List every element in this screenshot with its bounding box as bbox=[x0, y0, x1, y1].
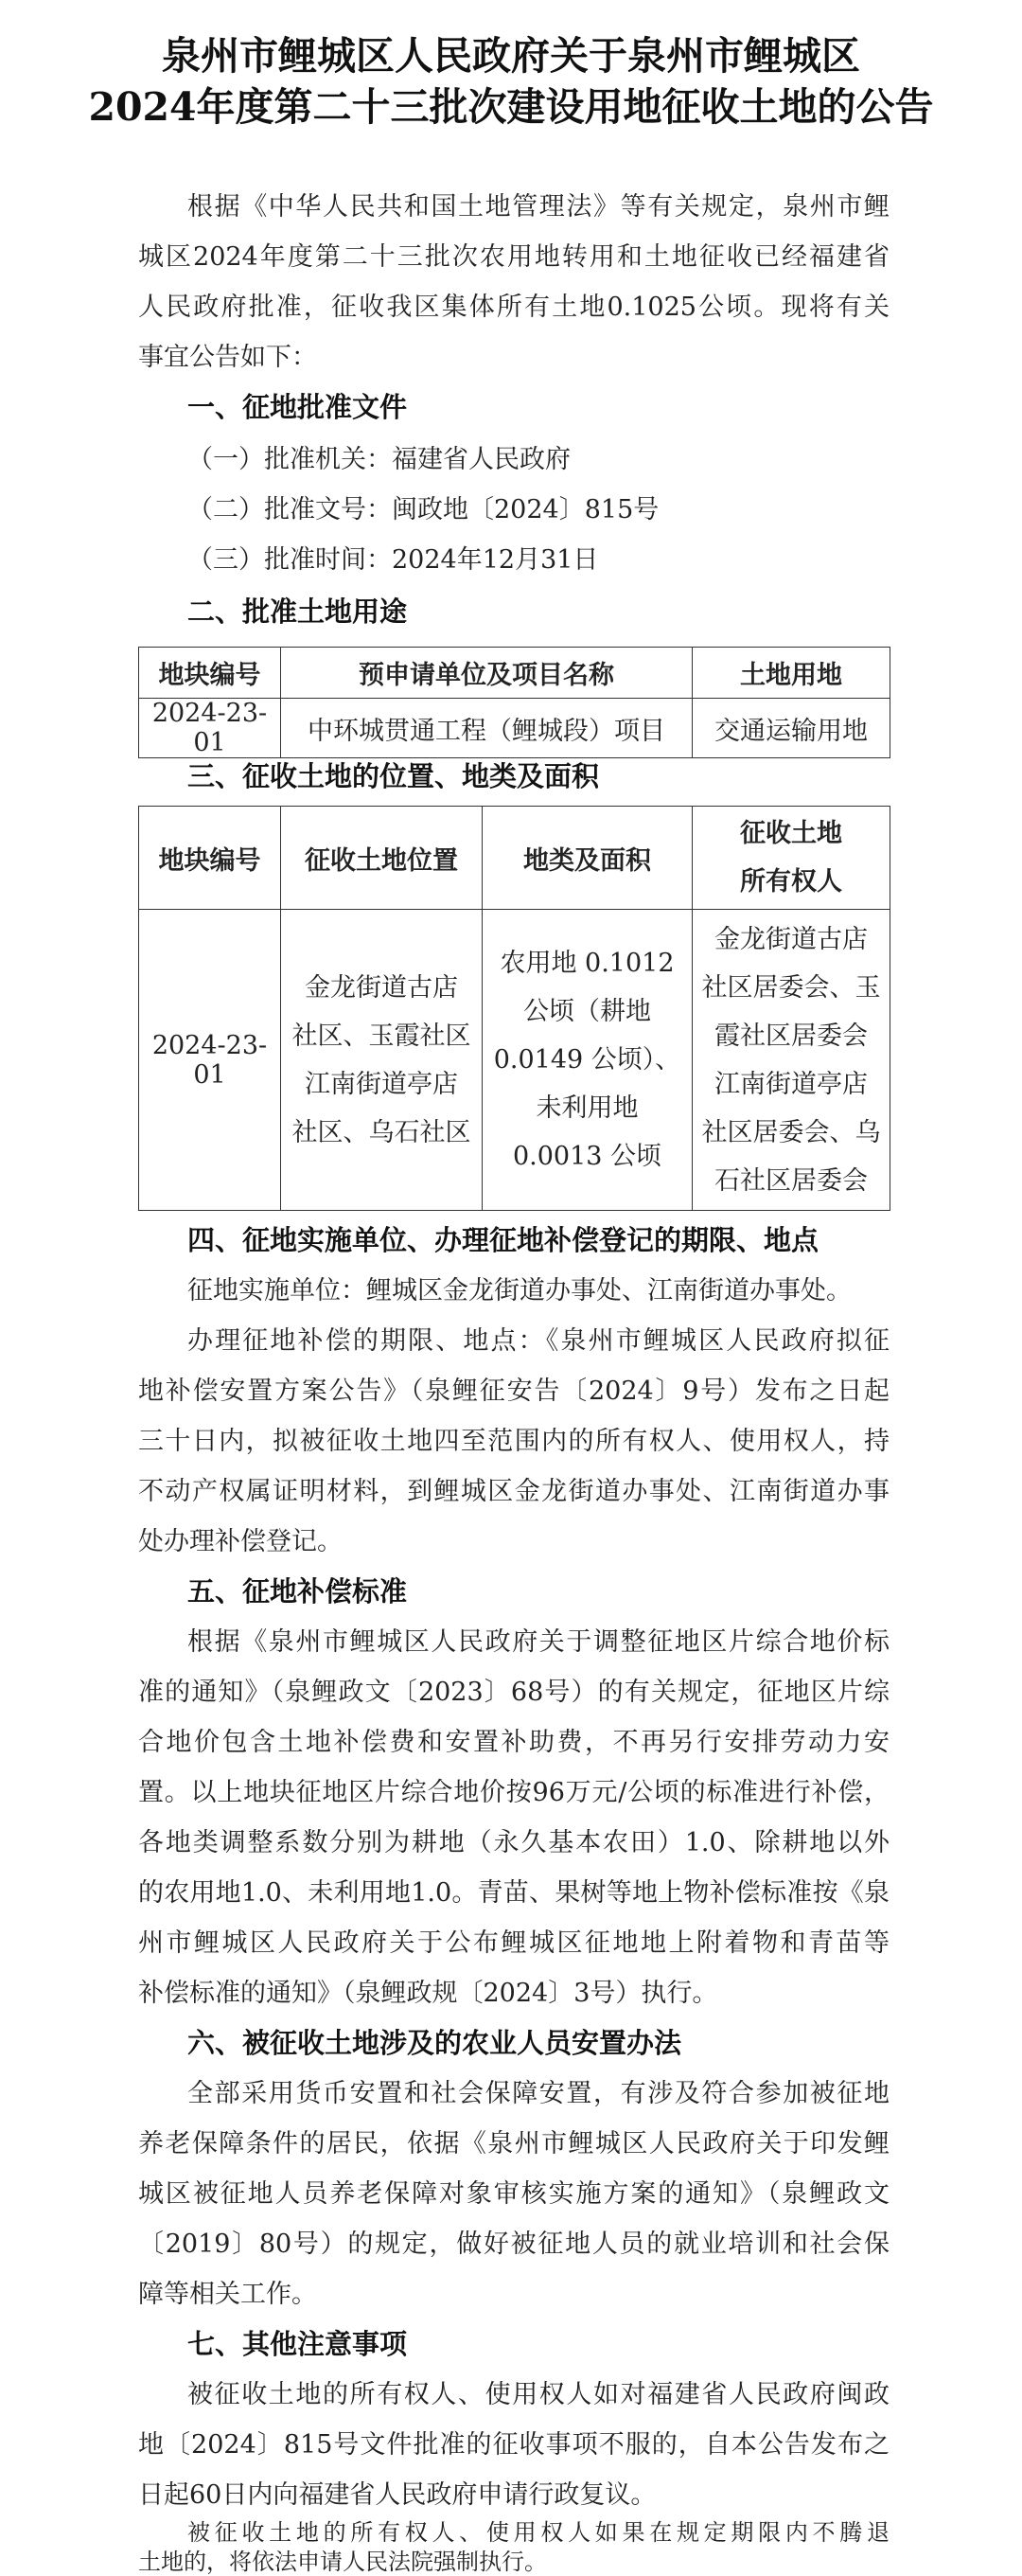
body-line: 州市鲤城区人民政府关于公布鲤城区征地地上附着物和青苗等 bbox=[138, 1928, 890, 1958]
cell-location bbox=[281, 910, 483, 1211]
body-line: 〔2019〕80号）的规定，做好被征地人员的就业培训和社会保 bbox=[138, 2230, 890, 2259]
header-plot-number: 地块编号 bbox=[139, 807, 281, 910]
cell-plot-number: 2024-23-01 bbox=[139, 699, 281, 758]
section-heading-approval-documents: 一、征地批准文件 bbox=[187, 391, 408, 423]
section-heading-implementation: 四、征地实施单位、办理征地补偿登记的期限、地点 bbox=[187, 1224, 819, 1256]
owner-line: 社区居委会、乌 bbox=[701, 1117, 881, 1147]
section-heading-land-use: 二、批准土地用途 bbox=[187, 595, 408, 628]
location-area-table bbox=[138, 806, 890, 1211]
header-plot-number: 地块编号 bbox=[139, 648, 281, 699]
body-line: 三十日内，拟被征收土地四至范围内的所有权人、使用权人，持 bbox=[138, 1427, 890, 1456]
location-line: 社区、玉霞社区 bbox=[291, 1021, 471, 1051]
header-land-use: 土地用地 bbox=[693, 648, 890, 699]
cell-project-name: 中环城贯通工程（鲤城段）项目 bbox=[281, 699, 693, 758]
approval-date: （三）批准时间：2024年12月31日 bbox=[187, 545, 599, 575]
owner-line: 石社区居委会 bbox=[714, 1165, 868, 1196]
area-line: 0.0149 公顷）、 bbox=[493, 1045, 681, 1075]
area-line: 农用地 0.1012 bbox=[500, 949, 675, 978]
header-owner-line: 征收土地 bbox=[740, 819, 842, 848]
body-line: 被征收土地的所有权人、使用权人如对福建省人民政府闽政 bbox=[187, 2380, 890, 2409]
body-line: 的农用地1.0、未利用地1.0。青苗、果树等地上物补偿标准按《泉 bbox=[138, 1878, 890, 1908]
table-header-row bbox=[139, 648, 890, 699]
body-line: 不动产权属证明材料，到鲤城区金龙街道办事处、江南街道办事 bbox=[138, 1477, 890, 1506]
table-row bbox=[139, 699, 890, 758]
area-line: 0.0013 公顷 bbox=[512, 1142, 662, 1171]
body-line: 障等相关工作。 bbox=[138, 2280, 317, 2309]
cell-owner bbox=[693, 910, 890, 1211]
header-owner-line: 所有权人 bbox=[740, 867, 842, 897]
header-owner bbox=[693, 807, 890, 910]
body-line: 养老保障条件的居民，依据《泉州市鲤城区人民政府关于印发鲤 bbox=[138, 2129, 890, 2159]
body-line: 置。以上地块征地区片综合地价按96万元/公顷的标准进行补偿， bbox=[138, 1778, 890, 1807]
owner-line: 金龙街道古店 bbox=[714, 924, 868, 954]
intro-line: 事宜公告如下： bbox=[138, 343, 317, 372]
intro-line: 人民政府批准，征收我区集体所有土地0.1025公顷。现将有关 bbox=[138, 293, 890, 322]
location-line: 金龙街道古店 bbox=[305, 972, 458, 1003]
body-line: 地〔2024〕815号文件批准的征收事项不服的，自本公告发布之 bbox=[138, 2430, 890, 2460]
body-line: 合地价包含土地补偿费和安置补助费，不再另行安排劳动力安 bbox=[138, 1728, 890, 1757]
body-line: 土地的，将依法申请人民法院强制执行。 bbox=[138, 2549, 547, 2575]
body-line: 补偿标准的通知》（泉鲤政规〔2024〕3号）执行。 bbox=[138, 1979, 718, 2008]
body-line: 地补偿安置方案公告》（泉鲤征安告〔2024〕9号）发布之日起 bbox=[138, 1377, 890, 1406]
location-line: 社区、乌石社区 bbox=[291, 1117, 471, 1147]
body-line: 全部采用货币安置和社会保障安置，有涉及符合参加被征地 bbox=[187, 2079, 890, 2108]
body-line: 被征收土地的所有权人、使用权人如果在规定期限内不腾退 bbox=[187, 2519, 890, 2546]
notice-title-line2: 2024年度第二十三批次建设用地征收土地的公告 bbox=[88, 84, 934, 130]
body-line: 城区被征地人员养老保障对象审核实施方案的通知》（泉鲤政文 bbox=[138, 2179, 890, 2209]
body-line: 征地实施单位：鲤城区金龙街道办事处、江南街道办事处。 bbox=[187, 1276, 852, 1306]
cell-plot-number: 2024-23-01 bbox=[139, 910, 281, 1211]
location-line: 江南街道亭店 bbox=[305, 1069, 458, 1099]
intro-line: 城区2024年度第二十三批次农用地转用和土地征收已经福建省 bbox=[138, 242, 890, 272]
section-heading-resettlement: 六、被征收土地涉及的农业人员安置办法 bbox=[187, 2027, 682, 2059]
section-heading-compensation: 五、征地补偿标准 bbox=[187, 1575, 408, 1608]
area-line: 未利用地 bbox=[536, 1093, 639, 1123]
cell-type-area bbox=[483, 910, 693, 1211]
header-location: 征收土地位置 bbox=[281, 807, 483, 910]
section-heading-other-matters: 七、其他注意事项 bbox=[187, 2328, 408, 2360]
notice-title-line1: 泉州市鲤城区人民政府关于泉州市鲤城区 bbox=[162, 33, 860, 79]
table-row bbox=[139, 910, 890, 1211]
body-line: 办理征地补偿的期限、地点：《泉州市鲤城区人民政府拟征 bbox=[187, 1326, 890, 1356]
intro-line: 根据《中华人民共和国土地管理法》等有关规定，泉州市鲤 bbox=[187, 192, 890, 222]
body-line: 准的通知》（泉鲤政文〔2023〕68号）的有关规定，征地区片综 bbox=[138, 1678, 890, 1707]
body-line: 日起60日内向福建省人民政府申请行政复议。 bbox=[138, 2480, 657, 2510]
area-line: 公顷（耕地 bbox=[523, 997, 651, 1026]
approval-authority: （一）批准机关：福建省人民政府 bbox=[187, 445, 571, 474]
owner-line: 霞社区居委会 bbox=[714, 1021, 868, 1051]
cell-land-use: 交通运输用地 bbox=[693, 699, 890, 758]
section-heading-location-area: 三、征收土地的位置、地类及面积 bbox=[187, 760, 600, 792]
body-line: 处办理补偿登记。 bbox=[138, 1527, 343, 1556]
table-header-row bbox=[139, 807, 890, 910]
body-line: 根据《泉州市鲤城区人民政府关于调整征地区片综合地价标 bbox=[187, 1627, 890, 1657]
owner-line: 社区居委会、玉 bbox=[701, 972, 881, 1003]
body-line: 各地类调整系数分别为耕地（永久基本农田）1.0、除耕地以外 bbox=[138, 1828, 890, 1857]
header-project-name: 预申请单位及项目名称 bbox=[281, 648, 693, 699]
land-use-table bbox=[138, 647, 890, 758]
header-type-area: 地类及面积 bbox=[483, 807, 693, 910]
owner-line: 江南街道亭店 bbox=[714, 1069, 868, 1099]
approval-document-number: （二）批准文号：闽政地〔2024〕815号 bbox=[187, 495, 660, 524]
